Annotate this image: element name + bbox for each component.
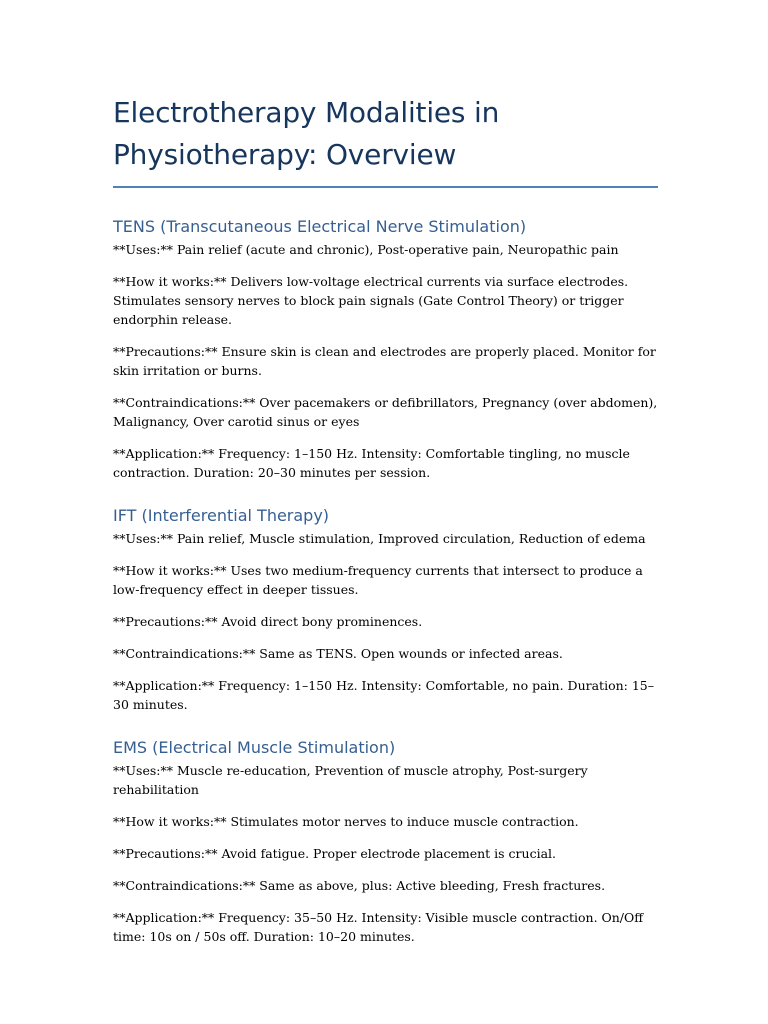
how-it-works-paragraph: **How it works:** Uses two medium-frequency currents that intersect to produce a low-frequency effect in deeper tissues. xyxy=(113,563,643,597)
document-title: Electrotherapy Modalities in Physiotherapy: Overview xyxy=(113,96,500,171)
title-divider xyxy=(113,186,658,188)
section-heading: TENS (Transcutaneous Electrical Nerve Stimulation) xyxy=(113,217,527,236)
application-paragraph: **Application:** Frequency: 1–150 Hz. Intensity: Comfortable tingling, no muscle contraction. Duration: 20–30 minutes per session. xyxy=(113,446,630,480)
how-it-works-paragraph: **How it works:** Stimulates motor nerves to induce muscle contraction. xyxy=(113,814,579,829)
section-heading: IFT (Interferential Therapy) xyxy=(113,506,330,525)
section-ift xyxy=(113,505,658,714)
uses-paragraph: **Uses:** Pain relief, Muscle stimulation, Improved circulation, Reduction of edema xyxy=(113,531,646,546)
contraindications-paragraph: **Contraindications:** Over pacemakers or defibrillators, Pregnancy (over abdomen), Malignancy, Over carotid sinus or eyes xyxy=(113,395,658,429)
how-it-works-paragraph: **How it works:** Delivers low-voltage electrical currents via surface electrodes. Stimulates sensory nerves to block pain signals (Gate Control Theory) or trigger endorphin release. xyxy=(113,274,629,327)
section-heading: EMS (Electrical Muscle Stimulation) xyxy=(113,738,396,757)
uses-paragraph: **Uses:** Muscle re-education, Prevention of muscle atrophy, Post-surgery rehabilitation xyxy=(113,763,588,797)
contraindications-paragraph: **Contraindications:** Same as above, plus: Active bleeding, Fresh fractures. xyxy=(113,878,606,893)
precautions-paragraph: **Precautions:** Avoid fatigue. Proper electrode placement is crucial. xyxy=(113,846,556,861)
section-ems xyxy=(113,737,658,946)
precautions-paragraph: **Precautions:** Ensure skin is clean and electrodes are properly placed. Monitor for skin irritation or burns. xyxy=(113,344,656,378)
application-paragraph: **Application:** Frequency: 1–150 Hz. Intensity: Comfortable, no pain. Duration: 15–30 minutes. xyxy=(113,678,654,712)
uses-paragraph: **Uses:** Pain relief (acute and chronic), Post-operative pain, Neuropathic pain xyxy=(113,242,619,257)
section-tens xyxy=(113,216,658,482)
precautions-paragraph: **Precautions:** Avoid direct bony prominences. xyxy=(113,614,423,629)
document-page xyxy=(113,92,658,959)
contraindications-paragraph: **Contraindications:** Same as TENS. Open wounds or infected areas. xyxy=(113,646,563,661)
application-paragraph: **Application:** Frequency: 35–50 Hz. Intensity: Visible muscle contraction. On/Off time: 10s on / 50s off. Duration: 10–20 minutes. xyxy=(113,910,644,944)
